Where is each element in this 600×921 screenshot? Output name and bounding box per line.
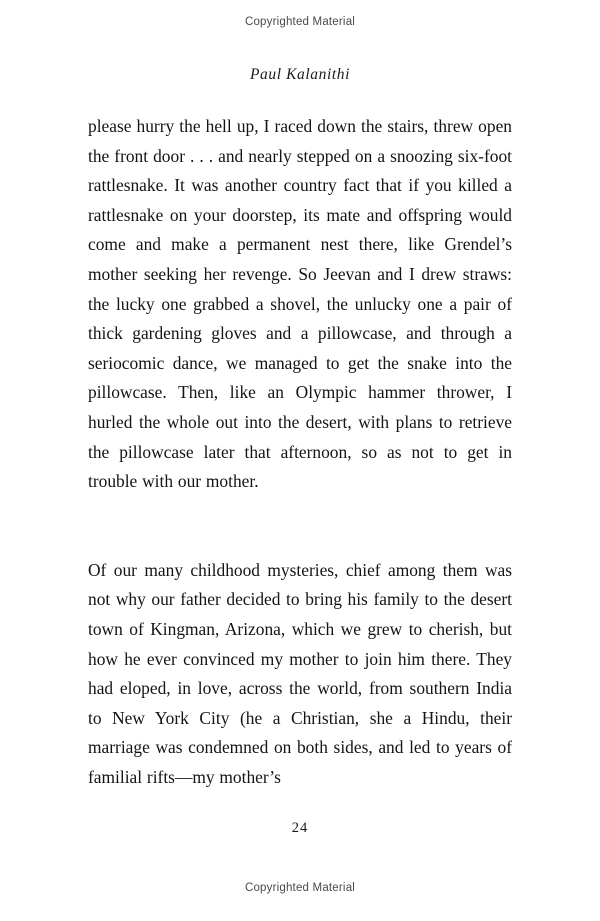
paragraph-rattlesnake-story: please hurry the hell up, I raced down the stairs, threw open the front door . . . and nearly stepped on a snoozing six-foot rattlesnake. It was another country fact that if you killed a rattlesnake on your doorstep, its mate and offspring would come and make a permanent nest there, like Grendel’s mother seeking her revenge. So Jeevan and I drew straws: the lucky one grabbed a shovel, the unlucky one a pair of thick gardening gloves and a pillowcase, and through a seriocomic dance, we managed to get the snake into the pillowcase. Then, like an Olympic hammer thrower, I hurled the whole out into the desert, with plans to retrieve the pillowcase later that afternoon, so as not to get in trouble with our mother. (88, 116, 512, 492)
page-body (88, 112, 512, 792)
copyright-notice-bottom: Copyrighted Material (244, 882, 356, 894)
paragraph-childhood-mysteries: Of our many childhood mysteries, chief among them was not why our father decided to bring his family to the desert town of Kingman, Arizona, which we grew to cherish, but how he ever convinced my mother to join him there. They had eloped, in love, across the world, from southern India to New York City (he a Christian, she a Hindu, their marriage was condemned on both sides, and led to years of familial rifts—my mother’s (88, 559, 512, 787)
running-header-author: Paul Kalanithi (249, 66, 351, 83)
page-number: 24 (291, 820, 309, 836)
copyright-notice-top: Copyrighted Material (244, 16, 356, 28)
